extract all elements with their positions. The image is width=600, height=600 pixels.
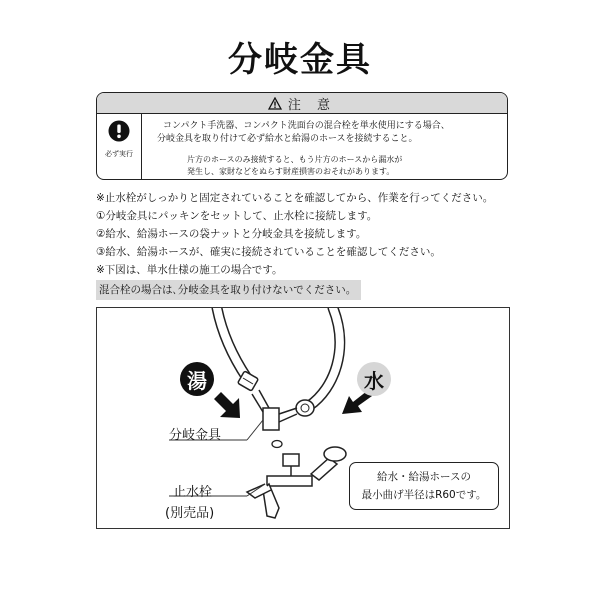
mandatory-panel: [97, 114, 142, 179]
cold-water-label: 水: [357, 362, 391, 396]
sold-separately-label: (別売品): [165, 506, 215, 521]
caution-line-1: コンパクト手洗器、コンパクト洗面台の混合栓を単水使用にする場合、: [163, 121, 450, 131]
caution-subtext: [187, 154, 502, 178]
note-item: ③給水、給湯ホースが、確実に接続されていることを確認してください。: [96, 246, 441, 258]
highlight-note: 混合栓の場合は､分岐金具を取り付けないでください。: [96, 280, 361, 300]
hot-water-label: 湯: [180, 362, 214, 396]
must-label: 必ず実行: [105, 150, 133, 158]
caution-heading: 注 意: [287, 97, 337, 113]
note-line-2: 最小曲げ半径はR60です。: [361, 489, 487, 501]
installation-diagram: [96, 307, 510, 529]
caution-sub-2: 発生し、家財などをぬらす財産損害のおそれがあります。: [187, 167, 395, 176]
page-title: 分岐金具: [228, 40, 372, 80]
warning-triangle-icon: [268, 97, 282, 110]
note-item: ※下図は、単水仕様の施工の場合です。: [96, 264, 283, 276]
mandatory-action-icon: [108, 120, 130, 142]
note-item: ①分岐金具にパッキンをセットして、止水栓に接続します。: [96, 210, 378, 222]
note-line-1: 給水・給湯ホースの: [377, 471, 471, 483]
stop-valve-label: 止水栓: [173, 485, 213, 500]
branch-fitting-label: 分岐金具: [169, 428, 222, 443]
note-item: ②給水、給湯ホースの袋ナットと分岐金具を接続します。: [96, 228, 367, 240]
caution-text: [147, 120, 502, 178]
instruction-notes: [96, 189, 516, 300]
caution-box: [96, 92, 508, 180]
caution-sub-1: 片方のホースのみ接続すると、もう片方のホースから漏水が: [187, 155, 403, 164]
bend-radius-note: [349, 462, 499, 510]
note-item: ※止水栓がしっかりと固定されていることを確認してから、作業を行ってください。: [96, 192, 494, 204]
caution-header: [97, 93, 507, 114]
caution-line-2: 分岐金具を取り付けて必ず給水と給湯のホースを接続すること。: [157, 134, 418, 144]
